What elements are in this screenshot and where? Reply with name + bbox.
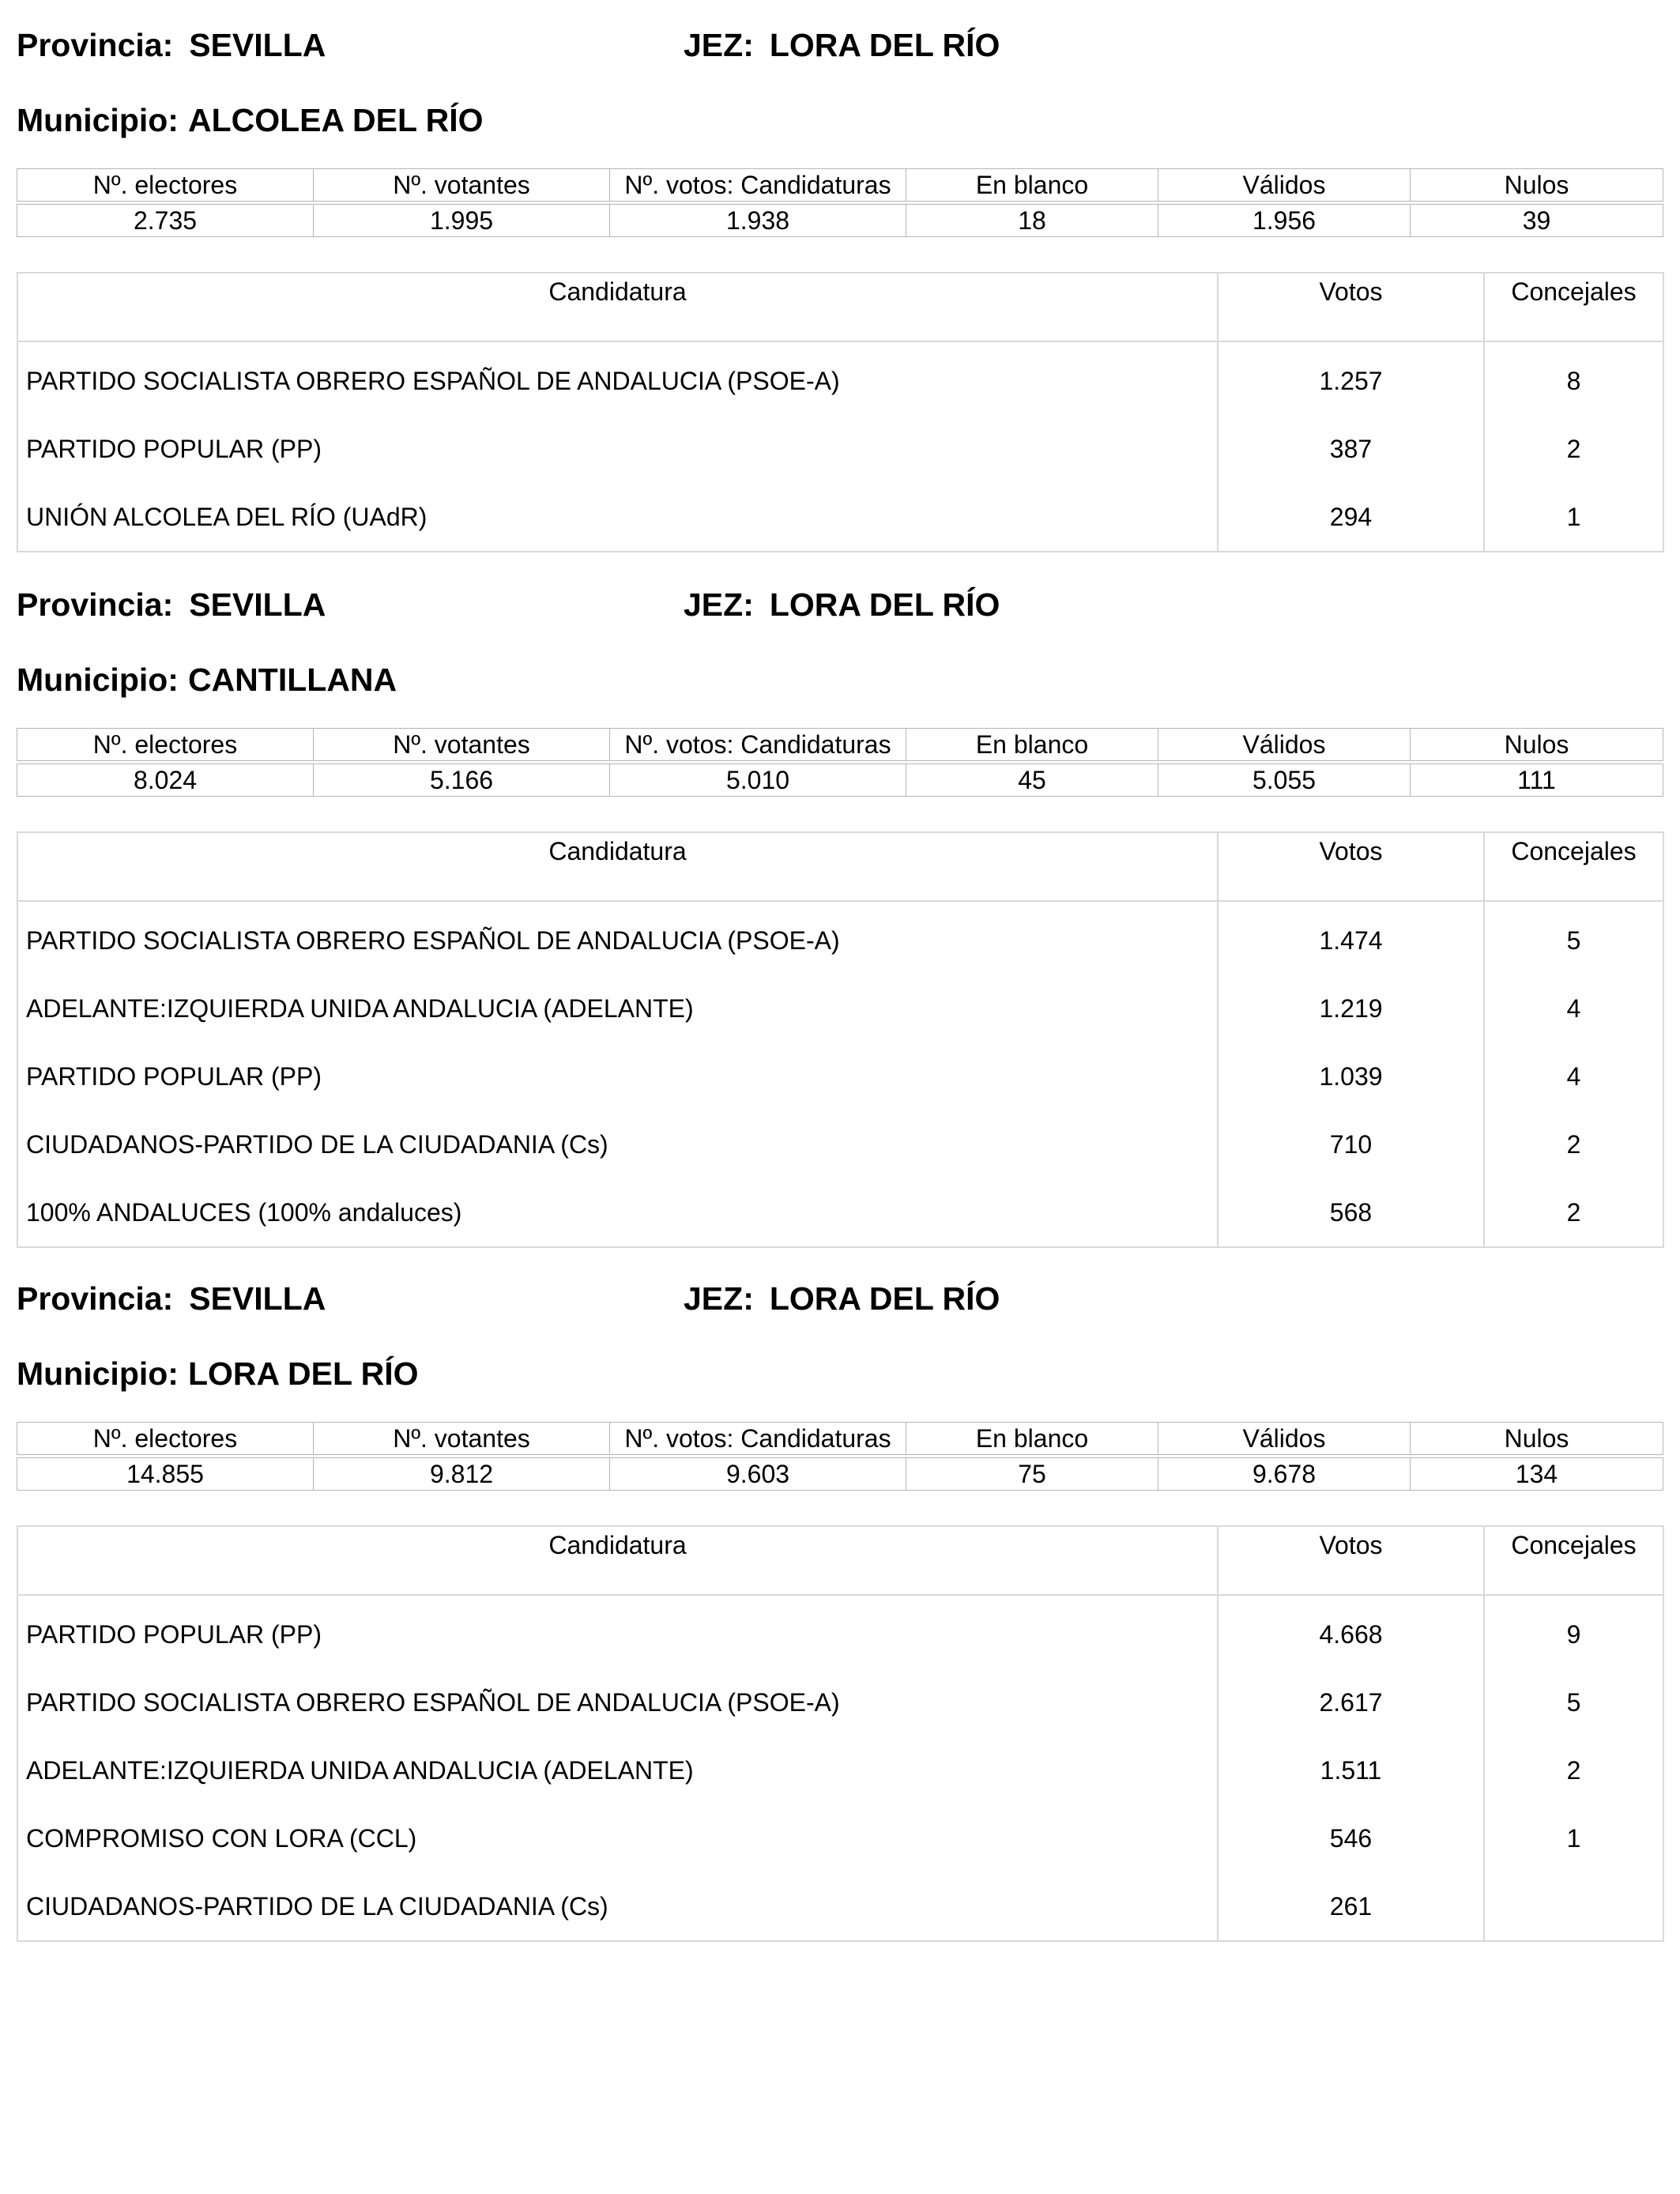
summary-header-validos: Válidos xyxy=(1158,169,1411,202)
candidatura-votos: 261 xyxy=(1218,1872,1484,1941)
candidatura-concejales: 2 xyxy=(1566,1755,1581,1785)
candidaturas-header-row xyxy=(17,1526,1663,1595)
jez-heading xyxy=(684,1280,1000,1317)
summary-header-nulos: Nulos xyxy=(1411,169,1663,202)
table-row xyxy=(17,341,1663,415)
municipio-label: Municipio: xyxy=(17,662,179,698)
table-row xyxy=(17,1178,1663,1247)
municipio-section xyxy=(0,560,1680,1239)
summary-header-electores: Nº. electores xyxy=(17,169,314,202)
summary-header-votantes: Nº. votantes xyxy=(314,169,610,202)
summary-votantes: 9.812 xyxy=(314,1458,610,1491)
candidaturas-header-row xyxy=(17,832,1663,901)
candidatura-concejales: 5 xyxy=(1566,1687,1581,1717)
summary-header-row xyxy=(17,169,1663,202)
candidatura-concejales: 1 xyxy=(1566,1823,1581,1853)
summary-validos: 9.678 xyxy=(1158,1458,1411,1491)
summary-votos-candidaturas: 5.010 xyxy=(610,764,906,797)
summary-header-en-blanco: En blanco xyxy=(906,1423,1158,1455)
summary-header-validos: Válidos xyxy=(1158,1423,1411,1455)
candidatura-name: PARTIDO SOCIALISTA OBRERO ESPAÑOL DE ANDALUCIA (PSOE-A) xyxy=(17,901,1218,974)
jez-heading xyxy=(684,586,1000,623)
summary-votos-candidaturas: 1.938 xyxy=(610,205,906,237)
candidatura-name: CIUDADANOS-PARTIDO DE LA CIUDADANIA (Cs) xyxy=(17,1872,1218,1941)
summary-electores: 2.735 xyxy=(17,205,314,237)
jez-label: JEZ: xyxy=(684,27,754,63)
candidatura-concejales: 8 xyxy=(1566,366,1581,395)
candidatura-votos: 294 xyxy=(1218,483,1484,552)
table-row xyxy=(17,974,1663,1042)
header-candidatura: Candidatura xyxy=(17,1526,1218,1595)
candidatura-name: ADELANTE:IZQUIERDA UNIDA ANDALUCIA (ADELANTE) xyxy=(17,1736,1218,1804)
jez-value: LORA DEL RÍO xyxy=(769,1280,1000,1317)
summary-validos: 1.956 xyxy=(1158,205,1411,237)
candidaturas-table xyxy=(17,831,1664,1248)
candidatura-concejales xyxy=(1484,1872,1663,1941)
candidatura-name: PARTIDO POPULAR (PP) xyxy=(17,415,1218,483)
summary-votantes: 1.995 xyxy=(314,205,610,237)
summary-header-nulos: Nulos xyxy=(1411,729,1663,761)
table-row xyxy=(17,1872,1663,1941)
summary-value-row xyxy=(17,1458,1663,1491)
summary-nulos: 111 xyxy=(1411,764,1663,797)
header-votos: Votos xyxy=(1218,273,1484,341)
table-row xyxy=(17,1042,1663,1110)
candidatura-concejales: 1 xyxy=(1566,502,1581,531)
municipio-section xyxy=(0,1253,1680,1933)
provincia-heading xyxy=(17,1280,326,1317)
summary-header-votos-candidaturas: Nº. votos: Candidaturas xyxy=(610,729,906,761)
summary-nulos: 39 xyxy=(1411,205,1663,237)
candidatura-name: ADELANTE:IZQUIERDA UNIDA ANDALUCIA (ADELANTE) xyxy=(17,974,1218,1042)
candidatura-concejales: 4 xyxy=(1566,1061,1581,1091)
summary-header-electores: Nº. electores xyxy=(17,1423,314,1455)
table-row xyxy=(17,483,1663,552)
summary-header-en-blanco: En blanco xyxy=(906,729,1158,761)
municipio-value: CANTILLANA xyxy=(187,662,397,698)
header-concejales: Concejales xyxy=(1484,273,1663,341)
candidatura-votos: 546 xyxy=(1218,1804,1484,1872)
municipio-heading xyxy=(17,1355,419,1392)
provincia-value: SEVILLA xyxy=(189,1280,326,1317)
candidatura-votos: 1.474 xyxy=(1218,901,1484,974)
municipio-label: Municipio: xyxy=(17,102,179,138)
table-row xyxy=(17,901,1663,974)
candidatura-concejales: 9 xyxy=(1566,1619,1581,1649)
table-row xyxy=(17,1804,1663,1872)
candidaturas-table xyxy=(17,1525,1664,1942)
summary-header-electores: Nº. electores xyxy=(17,729,314,761)
candidatura-concejales: 2 xyxy=(1566,1197,1581,1227)
municipio-value: LORA DEL RÍO xyxy=(187,1355,419,1392)
candidatura-votos: 1.511 xyxy=(1218,1736,1484,1804)
summary-electores: 8.024 xyxy=(17,764,314,797)
header-votos: Votos xyxy=(1218,832,1484,901)
municipio-label: Municipio: xyxy=(17,1355,179,1392)
candidatura-concejales: 2 xyxy=(1566,434,1581,463)
candidatura-concejales: 2 xyxy=(1566,1129,1581,1159)
candidatura-name: 100% ANDALUCES (100% andaluces) xyxy=(17,1178,1218,1247)
summary-validos: 5.055 xyxy=(1158,764,1411,797)
summary-table xyxy=(17,728,1663,797)
summary-header-row xyxy=(17,1423,1663,1455)
provincia-value: SEVILLA xyxy=(189,586,326,623)
municipio-heading xyxy=(17,664,397,696)
candidatura-votos: 4.668 xyxy=(1218,1595,1484,1668)
summary-en-blanco: 75 xyxy=(906,1458,1158,1491)
candidatura-votos: 1.039 xyxy=(1218,1042,1484,1110)
candidatura-votos: 1.257 xyxy=(1218,341,1484,415)
provincia-value: SEVILLA xyxy=(189,27,326,63)
candidatura-name: PARTIDO SOCIALISTA OBRERO ESPAÑOL DE ANDALUCIA (PSOE-A) xyxy=(17,1668,1218,1736)
summary-header-votos-candidaturas: Nº. votos: Candidaturas xyxy=(610,1423,906,1455)
summary-table xyxy=(17,1422,1663,1491)
summary-header-validos: Válidos xyxy=(1158,729,1411,761)
summary-header-row xyxy=(17,729,1663,761)
candidatura-concejales: 5 xyxy=(1566,925,1581,955)
candidatura-name: UNIÓN ALCOLEA DEL RÍO (UAdR) xyxy=(17,483,1218,552)
table-row xyxy=(17,1110,1663,1178)
provincia-label: Provincia: xyxy=(17,1280,174,1317)
summary-votantes: 5.166 xyxy=(314,764,610,797)
table-row xyxy=(17,1736,1663,1804)
candidaturas-header-row xyxy=(17,273,1663,341)
candidatura-votos: 710 xyxy=(1218,1110,1484,1178)
header-concejales: Concejales xyxy=(1484,1526,1663,1595)
summary-header-votantes: Nº. votantes xyxy=(314,729,610,761)
summary-electores: 14.855 xyxy=(17,1458,314,1491)
summary-value-row xyxy=(17,205,1663,237)
summary-header-votantes: Nº. votantes xyxy=(314,1423,610,1455)
provincia-label: Provincia: xyxy=(17,586,174,623)
candidatura-votos: 2.617 xyxy=(1218,1668,1484,1736)
jez-heading xyxy=(684,29,1000,62)
summary-en-blanco: 45 xyxy=(906,764,1158,797)
municipio-heading xyxy=(17,104,484,137)
candidatura-name: PARTIDO POPULAR (PP) xyxy=(17,1042,1218,1110)
provincia-heading xyxy=(17,586,326,623)
table-row xyxy=(17,415,1663,483)
jez-value: LORA DEL RÍO xyxy=(769,586,1000,623)
candidatura-name: COMPROMISO CON LORA (CCL) xyxy=(17,1804,1218,1872)
summary-header-en-blanco: En blanco xyxy=(906,169,1158,202)
summary-en-blanco: 18 xyxy=(906,205,1158,237)
header-candidatura: Candidatura xyxy=(17,273,1218,341)
table-row xyxy=(17,1595,1663,1668)
jez-value: LORA DEL RÍO xyxy=(769,27,1000,63)
summary-nulos: 134 xyxy=(1411,1458,1663,1491)
header-concejales: Concejales xyxy=(1484,832,1663,901)
provincia-heading xyxy=(17,29,326,62)
summary-value-row xyxy=(17,764,1663,797)
header-candidatura: Candidatura xyxy=(17,832,1218,901)
summary-table xyxy=(17,168,1663,237)
summary-header-nulos: Nulos xyxy=(1411,1423,1663,1455)
header-votos: Votos xyxy=(1218,1526,1484,1595)
summary-header-votos-candidaturas: Nº. votos: Candidaturas xyxy=(610,169,906,202)
jez-label: JEZ: xyxy=(684,1280,754,1317)
summary-votos-candidaturas: 9.603 xyxy=(610,1458,906,1491)
candidatura-name: CIUDADANOS-PARTIDO DE LA CIUDADANIA (Cs) xyxy=(17,1110,1218,1178)
candidatura-name: PARTIDO POPULAR (PP) xyxy=(17,1595,1218,1668)
jez-label: JEZ: xyxy=(684,586,754,623)
candidatura-votos: 568 xyxy=(1218,1178,1484,1247)
municipio-value: ALCOLEA DEL RÍO xyxy=(187,102,484,138)
candidatura-votos: 387 xyxy=(1218,415,1484,483)
table-row xyxy=(17,1668,1663,1736)
provincia-label: Provincia: xyxy=(17,27,174,63)
candidaturas-table xyxy=(17,272,1664,552)
candidatura-votos: 1.219 xyxy=(1218,974,1484,1042)
candidatura-name: PARTIDO SOCIALISTA OBRERO ESPAÑOL DE ANDALUCIA (PSOE-A) xyxy=(17,341,1218,415)
candidatura-concejales: 4 xyxy=(1566,993,1581,1023)
